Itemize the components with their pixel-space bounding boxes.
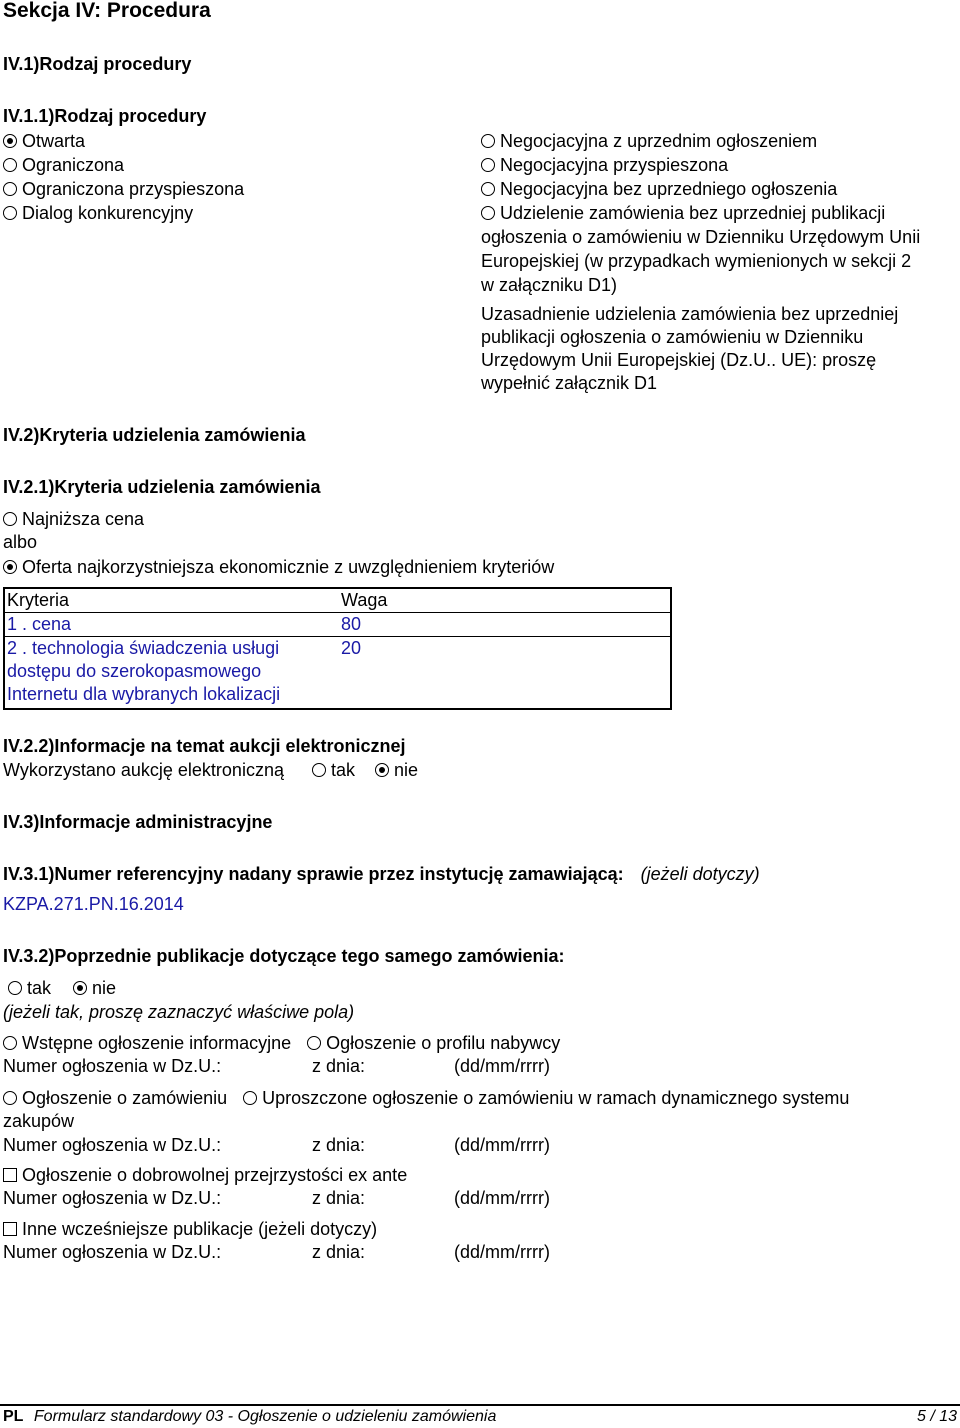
uzasadnienie-text: wypełnić załącznik D1 [481, 373, 658, 393]
option-row-2 [3, 1087, 849, 1109]
prev-yes[interactable]: tak [27, 978, 52, 998]
header-weight: Waga [341, 590, 388, 610]
z-dnia-label: z dnia: [312, 1188, 366, 1208]
date-format: (dd/mm/rrrr) [454, 1242, 550, 1262]
heading-iv2-1: IV.2.1)Kryteria udzielenia zamówienia [3, 477, 321, 497]
prev-no[interactable]: nie [92, 978, 117, 998]
opt-profil[interactable]: Ogłoszenie o profilu nabywcy [326, 1033, 561, 1053]
table-row [4, 637, 671, 710]
radio-icon[interactable] [3, 158, 17, 172]
option-negocjacyjna-przyspieszona[interactable]: Negocjacyjna przyspieszona [481, 154, 728, 176]
footer-form: Formularz standardowy 03 - Ogłoszenie o udzieleniu zamówienia [33, 1408, 497, 1425]
criteria-cell: 2 . technologia świadczenia usługi dostępu do szerokopasmowego Internetu dla wybranych lokalizacji [4, 637, 339, 710]
uzasadnienie-text: Urzędowym Unii Europejskiej (Dz.U.. UE): proszę [481, 350, 877, 370]
prev-pub-row [8, 977, 116, 999]
udzielenie-text-line: ogłoszenia o zamówieniu w Dzienniku Urzędowym Unii [481, 227, 921, 247]
opt-uproszczone[interactable]: Uproszczone ogłoszenie o zamówieniu w ramach dynamicznego systemu [262, 1088, 850, 1108]
opt-zamowienie[interactable]: Ogłoszenie o zamówieniu [22, 1088, 228, 1108]
option-otwarta[interactable]: Otwarta [3, 130, 85, 152]
radio-icon[interactable] [3, 1036, 17, 1050]
option-ograniczona-przyspieszona[interactable]: Ograniczona przyspieszona [3, 178, 244, 200]
heading-iv2: IV.2)Kryteria udzielenia zamówienia [3, 425, 306, 445]
option-dobrowolnej[interactable]: Ogłoszenie o dobrowolnej przejrzystości ex ante [3, 1164, 407, 1186]
criteria-table [3, 587, 672, 710]
date-format: (dd/mm/rrrr) [454, 1188, 550, 1208]
radio-icon[interactable] [481, 182, 495, 196]
criteria-cell: 1 . cena [4, 613, 339, 637]
option-inne[interactable]: Inne wcześniejsze publikacje (jeżeli dotyczy) [3, 1218, 377, 1240]
auction-label: Wykorzystano aukcję elektroniczną [3, 760, 284, 780]
uzasadnienie-text: Uzasadnienie udzielenia zamówienia bez uprzedniej [481, 304, 899, 324]
ref-row [3, 863, 760, 885]
option-oferta-najkorzystniejsza[interactable]: Oferta najkorzystniejsza ekonomicznie z uwzględnieniem kryteriów [3, 556, 554, 578]
heading-iv2-2: IV.2.2)Informacje na temat aukcji elektronicznej [3, 736, 406, 756]
checkbox-icon[interactable] [3, 1222, 17, 1236]
option-udzielenie-bez-publikacji[interactable]: Udzielenie zamówienia bez uprzedniej publikacji [481, 202, 885, 224]
radio-icon[interactable] [481, 158, 495, 172]
auction-yes[interactable]: tak [331, 760, 356, 780]
albo-text: albo [3, 532, 38, 552]
section-title: Sekcja IV: Procedura [3, 0, 211, 22]
option-negocjacyjna-z-ogloszeniem[interactable]: Negocjacyjna z uprzednim ogłoszeniem [481, 130, 817, 152]
date-format: (dd/mm/rrrr) [454, 1056, 550, 1076]
option-ograniczona[interactable]: Ograniczona [3, 154, 124, 176]
opt-wstepne[interactable]: Wstępne ogłoszenie informacyjne [22, 1033, 292, 1053]
option-najnizsza-cena[interactable]: Najniższa cena [3, 508, 144, 530]
numer-label: Numer ogłoszenia w Dz.U.: [3, 1135, 222, 1155]
radio-icon[interactable] [243, 1091, 257, 1105]
header-criteria: Kryteria [7, 590, 70, 610]
radio-icon[interactable] [3, 206, 17, 220]
z-dnia-label: z dnia: [312, 1056, 366, 1076]
heading-iv3: IV.3)Informacje administracyjne [3, 812, 273, 832]
weight-cell: 20 [339, 637, 671, 710]
heading-iv1-1: IV.1.1)Rodzaj procedury [3, 106, 207, 126]
heading-iv3-1: IV.3.1)Numer referencyjny nadany sprawie przez instytucję zamawiającą: [3, 864, 624, 884]
option-negocjacyjna-bez-ogloszenia[interactable]: Negocjacyjna bez uprzedniego ogłoszenia [481, 178, 837, 200]
heading-iv1: IV.1)Rodzaj procedury [3, 54, 192, 74]
numer-label: Numer ogłoszenia w Dz.U.: [3, 1056, 222, 1076]
z-dnia-label: z dnia: [312, 1135, 366, 1155]
auction-no[interactable]: nie [394, 760, 419, 780]
radio-icon[interactable] [3, 512, 17, 526]
auction-row [3, 759, 418, 781]
ref-value: KZPA.271.PN.16.2014 [3, 894, 184, 914]
radio-icon[interactable] [481, 134, 495, 148]
udzielenie-text-line: Europejskiej (w przypadkach wymienionych w sekcji 2 [481, 251, 912, 271]
udzielenie-text-line: w załączniku D1) [481, 275, 618, 295]
option-dialog-konkurencyjny[interactable]: Dialog konkurencyjny [3, 202, 193, 224]
radio-checked-icon[interactable] [375, 763, 389, 777]
table-row [4, 613, 671, 637]
radio-icon[interactable] [8, 981, 22, 995]
radio-icon[interactable] [481, 206, 495, 220]
heading-iv3-2: IV.3.2)Poprzednie publikacje dotyczące tego samego zamówienia: [3, 946, 565, 966]
radio-checked-icon[interactable] [3, 560, 17, 574]
numer-label: Numer ogłoszenia w Dz.U.: [3, 1242, 222, 1262]
radio-checked-icon[interactable] [3, 134, 17, 148]
uzasadnienie-text: publikacji ogłoszenia o zamówieniu w Dzienniku [481, 327, 864, 347]
numer-label: Numer ogłoszenia w Dz.U.: [3, 1188, 222, 1208]
radio-icon[interactable] [312, 763, 326, 777]
opt-uproszczone-cont: zakupów [3, 1111, 75, 1131]
footer [3, 1406, 496, 1428]
if-yes-note: (jeżeli tak, proszę zaznaczyć właściwe pola) [3, 1002, 355, 1022]
table-header-row [4, 588, 671, 613]
radio-icon[interactable] [3, 182, 17, 196]
z-dnia-label: z dnia: [312, 1242, 366, 1262]
radio-icon[interactable] [3, 1091, 17, 1105]
option-row-1 [3, 1032, 560, 1054]
radio-icon[interactable] [307, 1036, 321, 1050]
date-format: (dd/mm/rrrr) [454, 1135, 550, 1155]
ref-note: (jeżeli dotyczy) [640, 864, 760, 884]
radio-checked-icon[interactable] [73, 981, 87, 995]
footer-lang: PL [3, 1408, 24, 1425]
checkbox-icon[interactable] [3, 1168, 17, 1182]
footer-page: 5 / 13 [916, 1408, 957, 1425]
weight-cell: 80 [339, 613, 671, 637]
